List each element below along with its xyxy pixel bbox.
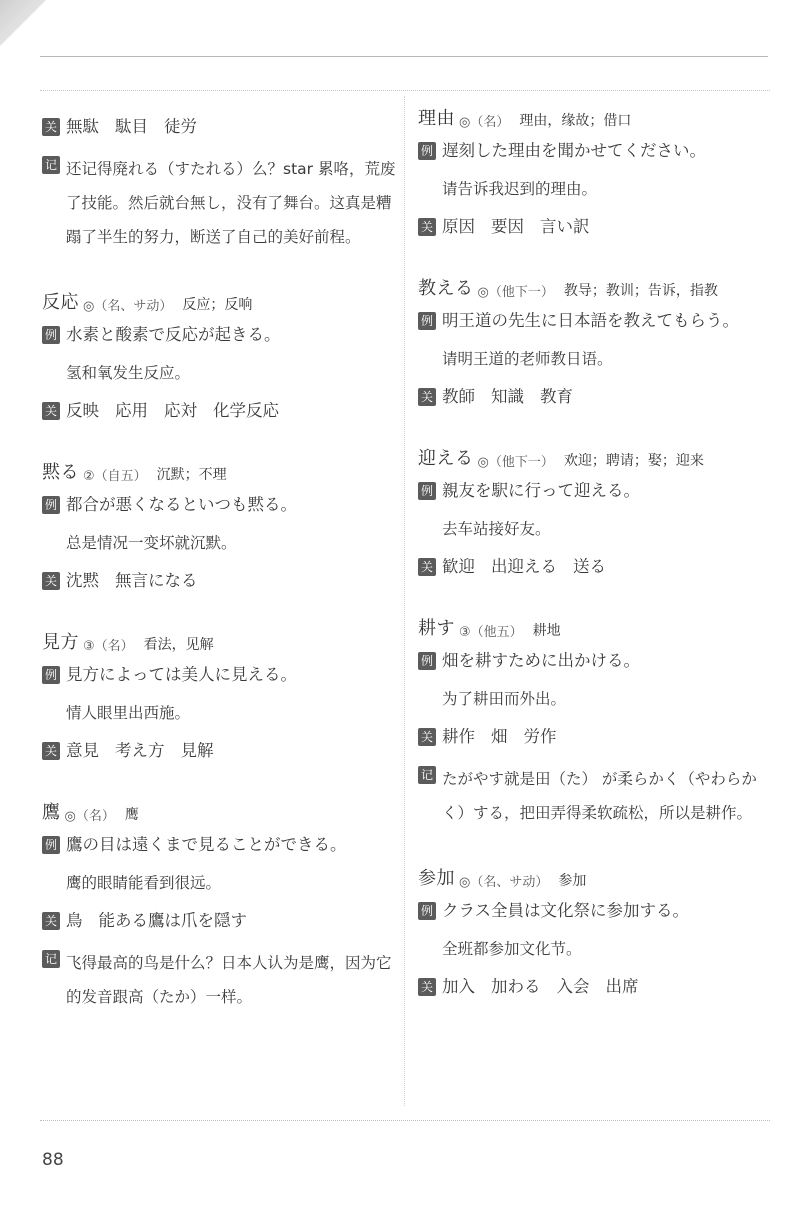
related-words — [66, 738, 214, 764]
example-jp: 都合が悪くなるといつも黙る。 — [66, 495, 297, 514]
example-row — [42, 662, 402, 688]
related-word: 出迎える — [491, 557, 557, 576]
example-jp: 遅刻した理由を聞かせてください。 — [442, 141, 706, 160]
memo-text: たがやす就是田（た） が柔らかく（やわらかく）する，把田弄得柔软疏松，所以是耕作。 — [442, 770, 757, 822]
example-jp: クラス全員は文化祭に参加する。 — [442, 901, 690, 920]
meaning: 看法，见解 — [143, 637, 214, 653]
related-row — [42, 398, 402, 424]
related-word: 入会 — [556, 977, 590, 996]
related-word: 出席 — [605, 977, 639, 996]
example-cn: 鹰的眼睛能看到很远。 — [66, 874, 222, 892]
accent-pos: ◎（他下一） — [477, 285, 554, 300]
related-word: 化学反応 — [213, 401, 279, 420]
meaning: 耕地 — [532, 623, 561, 639]
accent-pos: ◎（他下一） — [477, 455, 554, 470]
related-word: 加入 — [442, 977, 475, 996]
example-badge: 例 — [418, 482, 436, 500]
related-word: 送る — [573, 557, 606, 576]
memo-row — [42, 946, 402, 1014]
related-word: 畑 — [491, 727, 508, 746]
example-badge: 例 — [42, 496, 60, 514]
translation-row — [418, 686, 778, 712]
entry-riyuu — [418, 100, 778, 240]
related-words — [66, 398, 279, 424]
related-words — [442, 974, 639, 1000]
entry-headline — [42, 794, 402, 824]
related-badge: 关 — [418, 558, 436, 576]
example-badge: 例 — [418, 902, 436, 920]
example-row — [418, 648, 778, 674]
accent-pos: ◎（名） — [459, 115, 510, 130]
footer-dotted-rule — [40, 1120, 770, 1121]
translation-row — [418, 346, 778, 372]
entry-headline — [418, 270, 778, 300]
right-column — [418, 100, 778, 1030]
example-cn: 为了耕田而外出。 — [442, 690, 567, 708]
translation-row — [418, 516, 778, 542]
headword: 教える — [418, 278, 474, 299]
accent-pos: ③（他五） — [459, 625, 523, 640]
related-words — [442, 384, 573, 410]
related-word: 教師 — [442, 387, 475, 406]
example-cn: 请明王道的老师教日语。 — [442, 350, 613, 368]
headword: 迎える — [418, 448, 474, 469]
meaning: 鹰 — [124, 807, 139, 823]
entry-headline — [42, 284, 402, 314]
entry-mikata — [42, 624, 402, 764]
related-word: 徒労 — [164, 117, 197, 136]
example-cn: 请告诉我迟到的理由。 — [442, 180, 598, 198]
accent-pos: ③（名） — [83, 639, 134, 654]
related-word: 無言になる — [115, 571, 198, 590]
translation-row — [418, 176, 778, 202]
translation-row — [42, 360, 402, 386]
related-badge: 关 — [42, 742, 60, 760]
related-word: 耕作 — [442, 727, 475, 746]
related-word: 鳥 — [66, 911, 83, 930]
related-badge: 关 — [418, 218, 436, 236]
example-badge: 例 — [418, 652, 436, 670]
memo-badge: 记 — [42, 156, 60, 174]
header-rule — [40, 56, 768, 57]
example-jp: 親友を駅に行って迎える。 — [442, 481, 640, 500]
example-jp: 畑を耕すために出かける。 — [442, 651, 640, 670]
example-row — [418, 898, 778, 924]
memo-text: 还记得廃れる（すたれる）么？star 累咯，荒废了技能。然后就台無し，没有了舞台。这真是糟蹋了半生的努力，断送了自己的美好前程。 — [66, 160, 396, 246]
headword: 鷹 — [42, 802, 61, 823]
example-jp: 見方によっては美人に見える。 — [66, 665, 297, 684]
example-cn: 情人眼里出西施。 — [66, 704, 191, 722]
memo-text: 飞得最高的鸟是什么？日本人认为是鹰，因为它的发音跟高（たか）一样。 — [66, 954, 392, 1006]
related-word: 歓迎 — [442, 557, 475, 576]
related-row — [42, 738, 402, 764]
example-badge: 例 — [418, 142, 436, 160]
example-badge: 例 — [42, 326, 60, 344]
related-row — [418, 554, 778, 580]
meaning: 反应；反响 — [182, 297, 253, 313]
entry-headline — [418, 100, 778, 130]
accent-pos: ◎（名） — [64, 809, 115, 824]
entry-taka — [42, 794, 402, 1014]
related-word: 応用 — [115, 401, 148, 420]
headword: 参加 — [418, 868, 455, 889]
headword: 黙る — [42, 462, 79, 483]
related-row — [42, 568, 402, 594]
related-row — [418, 214, 778, 240]
translation-row — [42, 530, 402, 556]
memo-row — [42, 152, 402, 254]
related-row — [418, 724, 778, 750]
example-row — [42, 832, 402, 858]
page-corner-fold — [0, 0, 46, 46]
related-badge: 关 — [42, 402, 60, 420]
header-dotted-rule — [40, 90, 770, 91]
entry-headline — [418, 440, 778, 470]
example-cn: 全班都参加文化节。 — [442, 940, 582, 958]
example-jp: 鷹の目は遠くまで見ることができる。 — [66, 835, 347, 854]
entry-damaru — [42, 454, 402, 594]
entry-oshieru — [418, 270, 778, 410]
entry-headline — [418, 610, 778, 640]
related-row — [418, 384, 778, 410]
example-badge: 例 — [42, 666, 60, 684]
translation-row — [42, 700, 402, 726]
related-badge: 关 — [418, 728, 436, 746]
related-words — [442, 214, 590, 240]
memo-row — [418, 762, 778, 830]
headword: 反応 — [42, 292, 79, 313]
related-row — [42, 908, 402, 934]
example-cn: 总是情况一变坏就沉默。 — [66, 534, 237, 552]
accent-pos: ◎（名、サ动） — [459, 875, 549, 890]
column-divider — [404, 96, 405, 1106]
related-word: 無駄 — [66, 117, 99, 136]
example-row — [418, 308, 778, 334]
entry-hannou — [42, 284, 402, 424]
related-word: 要因 — [491, 217, 524, 236]
related-row — [418, 974, 778, 1000]
related-word: 知識 — [491, 387, 524, 406]
related-words — [442, 554, 606, 580]
related-words — [66, 908, 247, 934]
related-word: 沈黙 — [66, 571, 99, 590]
related-badge: 关 — [418, 978, 436, 996]
related-word: 応対 — [164, 401, 197, 420]
accent-pos: ◎（名、サ动） — [83, 299, 173, 314]
related-words — [66, 114, 197, 140]
related-words — [442, 724, 557, 750]
example-badge: 例 — [418, 312, 436, 330]
example-row — [418, 138, 778, 164]
entry-headline — [418, 860, 778, 890]
headword: 耕す — [418, 618, 455, 639]
example-jp: 水素と酸素で反応が起きる。 — [66, 325, 281, 344]
page-number: 88 — [42, 1150, 64, 1170]
related-word: 教育 — [540, 387, 573, 406]
related-word: 言い訳 — [540, 217, 590, 236]
meaning: 参加 — [558, 873, 587, 889]
meaning: 欢迎；聘请；娶；迎来 — [563, 453, 704, 469]
entry-mukaeru — [418, 440, 778, 580]
example-row — [42, 322, 402, 348]
example-row — [42, 492, 402, 518]
entry-sanka — [418, 860, 778, 1000]
meaning: 沉默；不理 — [156, 467, 227, 483]
memo-badge: 记 — [418, 766, 436, 784]
related-word: 考え方 — [115, 741, 165, 760]
related-words — [66, 568, 198, 594]
related-badge: 关 — [42, 912, 60, 930]
example-jp: 明王道の先生に日本語を教えてもらう。 — [442, 311, 739, 330]
related-badge: 关 — [42, 118, 60, 136]
entry-headline — [42, 624, 402, 654]
meaning: 教导；教训；告诉，指教 — [563, 283, 718, 299]
entry-tagayasu — [418, 610, 778, 830]
headword: 見方 — [42, 632, 79, 653]
accent-pos: ②（自五） — [83, 469, 147, 484]
entry-continuation — [42, 114, 402, 254]
related-row — [42, 114, 402, 140]
left-column — [42, 100, 402, 1044]
related-word: 反映 — [66, 401, 99, 420]
meaning: 理由，缘故；借口 — [519, 113, 632, 129]
example-row — [418, 478, 778, 504]
headword: 理由 — [418, 108, 455, 129]
related-badge: 关 — [42, 572, 60, 590]
example-cn: 氢和氧发生反应。 — [66, 364, 191, 382]
related-word: 見解 — [180, 741, 214, 760]
example-cn: 去车站接好友。 — [442, 520, 551, 538]
related-word: 能ある鷹は爪を隠す — [98, 911, 247, 930]
related-word: 原因 — [442, 217, 475, 236]
related-word: 加わる — [491, 977, 541, 996]
memo-badge: 记 — [42, 950, 60, 968]
entry-headline — [42, 454, 402, 484]
related-word: 労作 — [523, 727, 557, 746]
related-badge: 关 — [418, 388, 436, 406]
related-word: 意見 — [66, 741, 99, 760]
translation-row — [42, 870, 402, 896]
related-word: 駄目 — [115, 117, 148, 136]
example-badge: 例 — [42, 836, 60, 854]
translation-row — [418, 936, 778, 962]
